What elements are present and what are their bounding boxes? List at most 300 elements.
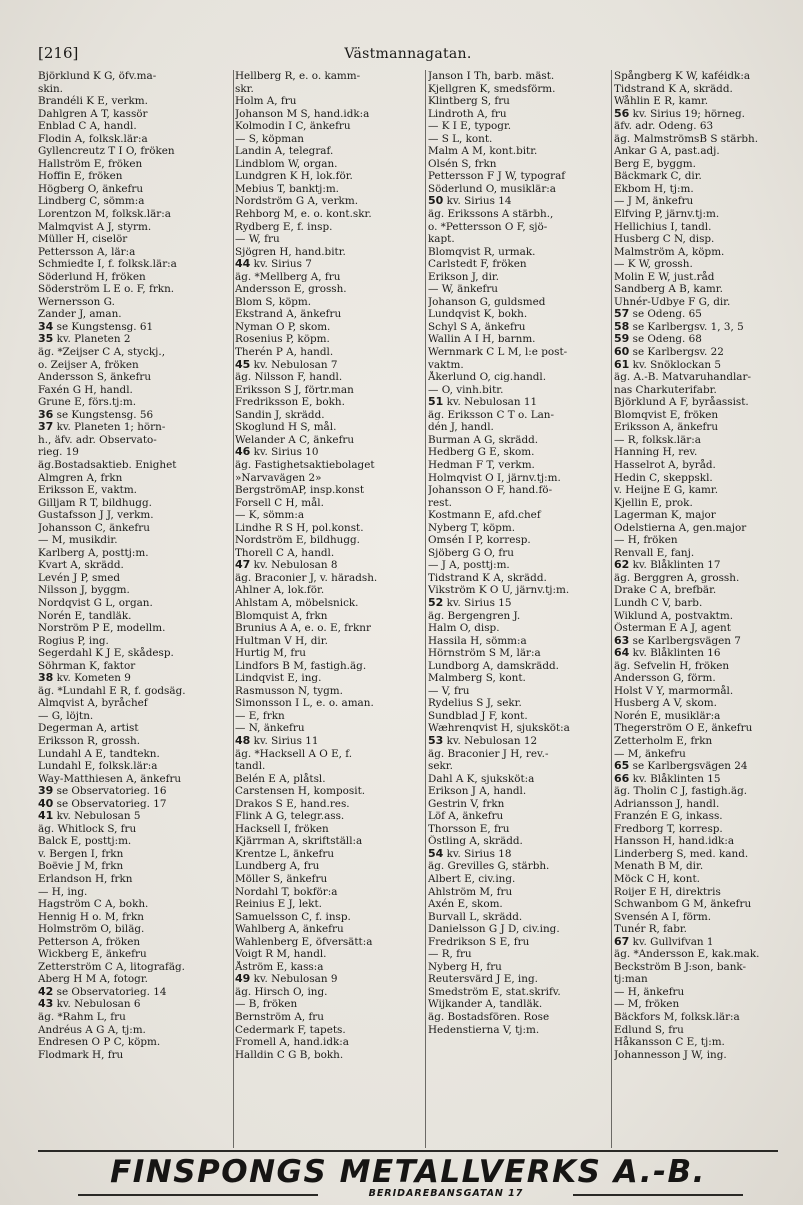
directory-entry: BergströmAP, insp.konst — [235, 484, 365, 497]
directory-entry: Kjellgren K, smedsförm. — [428, 82, 556, 95]
directory-entry: — S L, kont. — [428, 132, 493, 145]
directory-entry: Hedenstierna V, tj:m. — [428, 1023, 540, 1036]
advertisement-title: FINSPONGS METALLVERKS A.-B. — [110, 1154, 706, 1190]
directory-entry: Tunér R, fabr. — [614, 923, 687, 936]
column-1 — [38, 70, 233, 1150]
directory-entry: Lundahl E, folksk.lär:a — [38, 760, 158, 773]
directory-entry: 38 kv. Kometen 9 — [38, 672, 131, 685]
directory-entry: Lundahl A E, tandtekn. — [38, 747, 160, 760]
directory-entry: Way-Matthiesen A, änkefru — [38, 772, 182, 785]
directory-entry: Malmqvist A J, styrm. — [38, 220, 152, 233]
directory-entry: rieg. 19 — [38, 446, 79, 459]
directory-entry: Sandberg A B, kamr. — [614, 283, 723, 296]
directory-entry: Thorsson E, fru — [428, 822, 510, 835]
directory-entry: Renvall E, fanj. — [614, 546, 695, 559]
directory-entry: Lindroth A, fru — [428, 107, 507, 120]
directory-entry: 37 kv. Planeten 1; hörn- — [38, 421, 166, 434]
directory-entry: Husberg A V, skom. — [614, 697, 717, 710]
directory-entry: 50 kv. Sirius 14 — [428, 195, 512, 208]
directory-entry: äfv. adr. Odeng. 63 — [614, 120, 714, 133]
directory-entry: Molin E W, just.råd — [614, 270, 715, 283]
page-title: Västmannagatan. — [344, 46, 472, 62]
directory-entry: 36 se Kungstensg. 56 — [38, 408, 154, 421]
directory-entry: Rehborg M, e. o. kont.skr. — [235, 208, 372, 221]
directory-entry: Hellberg R, e. o. kamm- — [235, 70, 361, 82]
directory-entry: 42 se Observatorieg. 14 — [38, 985, 167, 998]
directory-entry: Lundqvist K, bokh. — [428, 308, 528, 321]
directory-entry: Lindqvist E, ing. — [235, 672, 322, 685]
directory-entry: Hallström E, fröken — [38, 157, 143, 170]
directory-entry: 65 se Karlbergsvägen 24 — [614, 760, 748, 773]
directory-entry: Almgren A, frkn — [38, 471, 123, 484]
directory-entry: Endresen O P C, köpm. — [38, 1036, 161, 1049]
directory-entry: Janson I Th, barb. mäst. — [428, 70, 555, 82]
directory-entry: dén J, handl. — [428, 421, 494, 434]
directory-entry: 54 kv. Sirius 18 — [428, 847, 512, 860]
directory-entry: Fredriksson E, bokh. — [235, 396, 345, 409]
directory-entry: Uhnér-Udbye F G, dir. — [614, 295, 731, 308]
directory-entry: Fromell A, hand.idk:a — [235, 1036, 349, 1049]
directory-entry: äg. Braconier J H, rev.- — [428, 747, 549, 760]
directory-entry: 52 kv. Sirius 15 — [428, 596, 512, 609]
directory-entry: Nordström E, bildhugg. — [235, 534, 360, 547]
directory-entry: 57 se Odeng. 65 — [614, 308, 702, 321]
directory-entry: Rydelius S J, sekr. — [428, 697, 522, 710]
column-4 — [614, 70, 794, 1150]
directory-entry: Almqvist A, byråchef — [38, 697, 148, 710]
directory-entry: Blomquist A, frkn — [235, 609, 328, 622]
directory-entry: Erikson J, dir. — [428, 270, 500, 283]
directory-entry: Krentze L, änkefru — [235, 847, 335, 860]
directory-entry: Welander A C, änkefru — [235, 433, 355, 446]
directory-entry: Smedström E, stat.skrifv. — [428, 985, 561, 998]
directory-entry: Andersson E, grossh. — [235, 283, 347, 296]
directory-entry: Klintberg S, fru — [428, 95, 510, 108]
directory-entry: Petterson A, fröken — [38, 935, 141, 948]
directory-entry: Tidstrand K A, skrädd. — [614, 82, 733, 95]
directory-entry: Sjöberg G O, fru — [428, 546, 514, 559]
directory-entry: 49 kv. Nebulosan 9 — [235, 973, 338, 986]
directory-entry: Flodmark H, fru — [38, 1048, 124, 1061]
directory-entry: äg. Bostadsfören. Rose — [428, 1011, 550, 1024]
directory-entry: Cedermark F, tapets. — [235, 1023, 346, 1036]
directory-entry: 35 kv. Planeten 2 — [38, 333, 131, 346]
directory-entry: Gustafsson J J, verkm. — [38, 509, 154, 522]
directory-entry: Faxén G H, handl. — [38, 383, 133, 396]
directory-entry: 47 kv. Nebulosan 8 — [235, 559, 338, 572]
directory-entry: Odelstierna A, gen.major — [614, 521, 747, 534]
directory-entry: 59 se Odeng. 68 — [614, 333, 702, 346]
directory-entry: Dahl A K, sjuksköt:a — [428, 772, 535, 785]
directory-entry: 61 kv. Snöklockan 5 — [614, 358, 722, 371]
directory-entry: äg. Bergengren J. — [428, 609, 521, 622]
directory-entry: Lundgren K H, lok.för. — [235, 170, 353, 183]
directory-entry: Möck C H, kont. — [614, 873, 700, 885]
directory-entry: Kolmodin I C, änkefru — [235, 120, 351, 133]
directory-entry: Rosenius P, köpm. — [235, 333, 330, 346]
directory-entry: Blom S, köpm. — [235, 295, 312, 308]
directory-entry: Gestrin V, frkn — [428, 797, 505, 810]
directory-entry: Johansson C, änkefru — [38, 521, 150, 534]
directory-entry: Lindfors B M, fastigh.äg. — [235, 659, 367, 672]
directory-entry: Rasmusson N, tygm. — [235, 684, 343, 697]
directory-entry: 51 kv. Nebulosan 11 — [428, 396, 538, 409]
directory-entry: Degerman A, artist — [38, 722, 139, 735]
directory-entry: Lorentzon M, folksk.lär:a — [38, 208, 171, 221]
directory-entry: Linderberg S, med. kand. — [614, 847, 749, 860]
directory-entry: Spångberg K W, kaféidk:a — [614, 70, 751, 82]
directory-entry: Wallin A I H, barnm. — [428, 333, 536, 346]
directory-entry: Hoffin E, fröken — [38, 170, 123, 183]
directory-entry: Belén E A, plåtsl. — [235, 772, 326, 785]
directory-entry: Gyllencreutz T I O, fröken — [38, 145, 175, 158]
advertisement-subtitle: BERIDAREBANSGATAN 17 — [368, 1188, 524, 1199]
directory-entry: Johanson M S, hand.idk:a — [235, 107, 370, 120]
directory-entry: 60 se Karlbergsv. 22 — [614, 346, 724, 359]
directory-entry: äg. *Zeijser C A, styckj., — [38, 346, 165, 359]
directory-entry: Lindhe R S H, pol.konst. — [235, 521, 364, 534]
directory-entry: Elfving P, järnv.tj:m. — [614, 208, 720, 221]
directory-entry: Erlandson H, frkn — [38, 873, 133, 885]
directory-entry: v. Heijne E G, kamr. — [614, 484, 719, 497]
directory-entry: Boëvie J M, frkn — [38, 860, 124, 873]
directory-entry: Nilsson J, byggm. — [38, 584, 130, 597]
directory-entry: skin. — [38, 82, 63, 95]
directory-entry: Lundh C V, barb. — [614, 596, 703, 609]
page-header — [38, 44, 778, 70]
directory-entry: Sjögren H, hand.bitr. — [235, 245, 346, 258]
directory-entry: Hennig H o. M, frkn — [38, 910, 144, 923]
directory-entry: kapt. — [428, 233, 455, 246]
directory-entry: Drake C A, brefbär. — [614, 584, 717, 597]
directory-entry: Husberg C N, disp. — [614, 233, 715, 246]
directory-entry: Malmberg S, kont. — [428, 672, 526, 685]
directory-entry: äg. Braconier J, v. häradsh. — [235, 571, 378, 584]
directory-entry: Holm A, fru — [235, 95, 297, 108]
directory-entry: Bäckfors M, folksk.lär:a — [614, 1011, 740, 1024]
directory-entry: Danielsson G J D, civ.ing. — [428, 923, 560, 936]
directory-entry: Beckström B J:son, bank- — [614, 960, 747, 973]
directory-entry: Schmiedte I, f. folksk.lär:a — [38, 258, 177, 271]
directory-entry: 56 kv. Sirius 19; hörneg. — [614, 107, 745, 120]
directory-entry: — J A, posttj:m. — [428, 559, 510, 572]
directory-entry: Ekstrand A, änkefru — [235, 308, 342, 321]
directory-entry: äg. *Mellberg A, fru — [235, 270, 341, 283]
directory-entry: Andréus A G A, tj:m. — [38, 1023, 146, 1036]
directory-entry: — R, fru — [428, 948, 472, 961]
directory-entry: 53 kv. Nebulosan 12 — [428, 734, 538, 747]
directory-entry: Söderlund H, fröken — [38, 270, 146, 283]
directory-entry: Therén P A, handl. — [235, 346, 334, 359]
directory-entry: Albert E, civ.ing. — [428, 873, 516, 885]
directory-entry: — K, sömm:a — [235, 509, 305, 522]
directory-entry: Hörnström S M, lär:a — [428, 647, 541, 660]
directory-entry: Bernström A, fru — [235, 1011, 324, 1024]
directory-entry: — V, fru — [428, 684, 470, 697]
directory-entry: Sundblad J F, kont. — [428, 709, 528, 722]
directory-entry: — G, löjtn. — [38, 709, 94, 722]
directory-entry: Hassila H, sömm:a — [428, 634, 527, 647]
directory-entry: Carlstedt F, fröken — [428, 258, 527, 271]
advertisement-rule — [38, 1150, 778, 1152]
directory-entry: Pettersson F J W, typograf — [428, 170, 566, 183]
directory-entry: Ahlner A, lok.för. — [235, 584, 325, 597]
directory-entry: Åkerlund O, cig.handl. — [428, 371, 547, 384]
directory-entry: Zander J, aman. — [38, 308, 122, 321]
directory-entry: — N, änkefru — [235, 722, 305, 735]
directory-entry: Hedin C, skeppskl. — [614, 471, 713, 484]
directory-entry: — W, änkefru — [428, 283, 498, 296]
directory-entry: Schwanbom G M, änkefru — [614, 898, 752, 911]
directory-entry: o. Zeijser A, fröken — [38, 358, 139, 371]
directory-entry: Vikström K O U, järnv.tj:m. — [428, 584, 570, 597]
directory-entry: — M, musikdir. — [38, 534, 118, 547]
directory-entry: Schyl S A, änkefru — [428, 320, 526, 333]
directory-entry: — W, fru — [235, 233, 280, 246]
directory-entry: Rydberg E, f. insp. — [235, 220, 333, 233]
directory-entry: — H, ing. — [38, 885, 88, 898]
directory-entry: Möller S, änkefru — [235, 873, 328, 885]
directory-entry: Flink A G, telegr.ass. — [235, 810, 345, 823]
directory-entry: äg. Erikssons A stärbh., — [428, 208, 554, 221]
directory-entry: 46 kv. Sirius 10 — [235, 446, 319, 459]
directory-entry: Fredborg T, korresp. — [614, 822, 723, 835]
directory-entry: Johanson G, guldsmed — [428, 295, 546, 308]
directory-entry: — J M, änkefru — [614, 195, 694, 208]
directory-entry: Malm A M, kont.bitr. — [428, 145, 538, 158]
directory-entry: Pettersson A, lär:a — [38, 245, 136, 258]
directory-entry: Franzén E G, inkass. — [614, 810, 723, 823]
directory-entry: nas Charkuterifabr. — [614, 383, 717, 396]
directory-entry: Hasselrot A, byråd. — [614, 458, 716, 471]
directory-entry: Norén E, tandläk. — [38, 609, 132, 622]
directory-entry: Nyberg H, fru — [428, 960, 502, 973]
directory-entry: Drakos S E, hand.res. — [235, 797, 350, 810]
directory-entry: Blomqvist E, fröken — [614, 408, 719, 421]
directory-entry: 34 se Kungstensg. 61 — [38, 320, 154, 333]
directory-entry: Hellichius I, tandl. — [614, 220, 712, 233]
directory-entry: äg. Berggren A, grossh. — [614, 571, 740, 584]
directory-entry: Söderström L E o. F, frkn. — [38, 283, 175, 296]
directory-entry: Östling A, skrädd. — [428, 835, 523, 848]
directory-entry: Blomqvist R, urmak. — [428, 245, 536, 258]
directory-entry: Bäckmark C, dir. — [614, 170, 702, 183]
directory-entry: Axén E, skom. — [428, 898, 503, 911]
directory-entry: Holmström O, biläg. — [38, 923, 145, 936]
directory-entry: — M, fröken — [614, 998, 680, 1011]
directory-entry: Björklund A F, byråassist. — [614, 396, 749, 409]
directory-entry: Ekbom H, tj:m. — [614, 182, 694, 195]
directory-entry: Edlund S, fru — [614, 1023, 684, 1036]
column-divider — [233, 70, 234, 1148]
directory-entry: Norén E, musiklär:a — [614, 709, 721, 722]
directory-entry: Berg E, byggm. — [614, 157, 696, 170]
directory-entry: äg. *Andersson E, kak.mak. — [614, 948, 760, 961]
directory-entry: Mebius T, banktj:m. — [235, 182, 339, 195]
directory-entry: Gilljam R T, bildhugg. — [38, 496, 152, 509]
directory-entry: äg. Whitlock S, fru — [38, 822, 137, 835]
directory-entry: Erikson J A, handl. — [428, 785, 527, 798]
column-divider — [611, 70, 612, 1148]
directory-entry: Zetterström C A, litografäg. — [38, 960, 185, 973]
directory-entry: Wåhlin E R, kamr. — [614, 95, 709, 108]
directory-entry: Skoglund H S, mål. — [235, 421, 337, 434]
directory-entry: Samuelsson C, f. insp. — [235, 910, 351, 923]
directory-entry: Lagerman K, major — [614, 509, 716, 522]
directory-entry: Söderlund O, musiklär:a — [428, 182, 556, 195]
directory-entry: Simonsson I L, e. o. aman. — [235, 697, 374, 710]
directory-entry: Dahlgren A T, kassör — [38, 107, 148, 120]
directory-entry: Tidstrand K A, skrädd. — [428, 571, 547, 584]
directory-entry: 63 se Karlbergsvägen 7 — [614, 634, 741, 647]
directory-entry: Fredrikson S E, fru — [428, 935, 530, 948]
directory-entry: Hacksell I, fröken — [235, 822, 329, 835]
directory-entry: Lindblom W, organ. — [235, 157, 338, 170]
column-3 — [428, 70, 610, 1150]
directory-entry: äg. Sefvelin H, fröken — [614, 659, 730, 672]
directory-entry: äg. Fastighetsaktiebolaget — [235, 458, 375, 471]
directory-entry: tandl. — [235, 760, 266, 773]
directory-entry: Burvall L, skrädd. — [428, 910, 523, 923]
directory-entry: Thorell C A, handl. — [235, 546, 335, 559]
directory-entry: Kostmann E, afd.chef — [428, 509, 541, 522]
directory-entry: Hurtig M, fru — [235, 647, 306, 660]
directory-entry: äg. *Hacksell A O E, f. — [235, 747, 353, 760]
directory-entry: 66 kv. Blåklinten 15 — [614, 772, 721, 785]
directory-entry: Voigt R M, handl. — [235, 948, 327, 961]
directory-entry: Holst V Y, marmormål. — [614, 684, 734, 697]
directory-entry: Flodin A, folksk.lär:a — [38, 132, 148, 145]
directory-entry: Brandéli K E, verkm. — [38, 95, 148, 108]
directory-entry: Aberg H M A, fotogr. — [38, 973, 148, 986]
directory-entry: Wiklund A, postvaktm. — [614, 609, 733, 622]
directory-entry: — B, fröken — [235, 998, 298, 1011]
directory-entry: Ankar G A, past.adj. — [614, 145, 720, 158]
directory-entry: äg. Hirsch O, ing. — [235, 985, 328, 998]
directory-entry: Ahlstam A, möbelsnick. — [235, 596, 359, 609]
directory-entry: Karlberg A, posttj:m. — [38, 546, 149, 559]
directory-entry: Segerdahl K J E, skådesp. — [38, 647, 174, 660]
directory-entry: 40 se Observatorieg. 17 — [38, 797, 167, 810]
advertisement-rule — [573, 1194, 743, 1196]
directory-entry: Sandin J, skrädd. — [235, 408, 325, 421]
advertisement-rule — [78, 1194, 318, 1196]
directory-entry: Eriksson E, vaktm. — [38, 484, 137, 497]
directory-entry: Kjellin E, prok. — [614, 496, 693, 509]
directory-entry: 44 kv. Sirius 7 — [235, 258, 312, 271]
directory-entry: — M, änkefru — [614, 747, 686, 760]
directory-entry: Österman E A J, agent — [614, 622, 731, 635]
directory-entry: Reinius E J, lekt. — [235, 898, 322, 911]
directory-entry: 62 kv. Blåklinten 17 — [614, 559, 721, 572]
directory-entry: Malmström A, köpm. — [614, 245, 725, 258]
directory-entry: Hedman F T, verkm. — [428, 458, 535, 471]
directory-entry: Björklund K G, öfv.ma- — [38, 70, 157, 82]
directory-entry: Lindberg C, sömm:a — [38, 195, 145, 208]
directory-columns — [38, 70, 792, 1150]
column-2 — [235, 70, 425, 1150]
directory-entry: Wahlberg A, änkefru — [235, 923, 344, 936]
directory-entry: Löf A, änkefru — [428, 810, 504, 823]
directory-entry: Halm O, disp. — [428, 622, 500, 635]
directory-entry: äg. Tholin C J, fastigh.äg. — [614, 785, 748, 798]
advertisement-address — [38, 1188, 778, 1200]
directory-entry: vaktm. — [428, 358, 464, 371]
directory-entry: sekr. — [428, 760, 453, 773]
directory-entry: 39 se Observatorieg. 16 — [38, 785, 167, 798]
directory-entry: Kjärrman A, skriftställ:a — [235, 835, 363, 848]
directory-entry: Andersson S, änkefru — [38, 371, 152, 384]
directory-entry: Andersson G, förm. — [614, 672, 716, 685]
directory-entry: Enblad C A, handl. — [38, 120, 137, 133]
directory-entry: o. *Pettersson O F, sjö- — [428, 220, 548, 233]
directory-entry: — R, folksk.lär:a — [614, 433, 701, 446]
directory-entry: Eriksson R, grossh. — [38, 734, 141, 747]
directory-entry: Johannesson J W, ing. — [614, 1048, 727, 1061]
directory-entry: Thegerström O E, änkefru — [614, 722, 753, 735]
column-divider — [425, 70, 426, 1148]
directory-entry: 43 kv. Nebulosan 6 — [38, 998, 141, 1011]
directory-entry: — K I E, typogr. — [428, 120, 512, 133]
directory-entry: äg. Eriksson C T o. Lan- — [428, 408, 555, 421]
directory-entry: — H, änkefru — [614, 985, 685, 998]
advertisement-banner — [38, 1150, 778, 1200]
directory-entry: Wahlenberg E, öfversätt:a — [235, 935, 373, 948]
directory-entry: — O, vinh.bitr. — [428, 383, 504, 396]
directory-entry: äg. Grevilles G, stärbh. — [428, 860, 550, 873]
directory-entry: 41 kv. Nebulosan 5 — [38, 810, 141, 823]
directory-entry: Balck E, posttj:m. — [38, 835, 132, 848]
directory-entry: Müller H, ciselör — [38, 233, 128, 246]
directory-entry: Roijer E H, direktris — [614, 885, 721, 898]
directory-entry: Norström P E, modellm. — [38, 622, 166, 635]
directory-entry: skr. — [235, 82, 254, 95]
directory-entry: Hansson H, hand.idk:a — [614, 835, 735, 848]
directory-entry: Burman A G, skrädd. — [428, 433, 539, 446]
directory-entry: Halldin C G B, bokh. — [235, 1048, 344, 1061]
directory-entry: Hanning H, rev. — [614, 446, 698, 459]
directory-entry: — K W, grossh. — [614, 258, 693, 271]
directory-entry: »Narvavägen 2» — [235, 471, 322, 484]
directory-entry: Hultman V H, dir. — [235, 634, 328, 647]
directory-entry: Lundberg A, fru — [235, 860, 320, 873]
directory-entry: 67 kv. Gullvifvan 1 — [614, 935, 714, 948]
directory-entry: äg. *Rahm L, fru — [38, 1011, 126, 1024]
directory-entry: Kvart A, skrädd. — [38, 559, 124, 572]
directory-entry: äg. MalmströmsB S stärbh. — [614, 132, 759, 145]
directory-entry: Grune E, förs.tj:m. — [38, 396, 137, 409]
directory-entry: Menath B M, dir. — [614, 860, 704, 873]
directory-entry: äg. Nilsson F, handl. — [235, 371, 343, 384]
directory-entry: Adriansson J, handl. — [614, 797, 720, 810]
directory-entry: Svensén A I, förm. — [614, 910, 712, 923]
page-number: [216] — [38, 44, 79, 62]
directory-entry: Rogius P, ing. — [38, 634, 109, 647]
directory-entry: Eriksson A, änkefru — [614, 421, 719, 434]
directory-entry: — H, fröken — [614, 534, 678, 547]
directory-entry: 45 kv. Nebulosan 7 — [235, 358, 338, 371]
directory-entry: Nyman O P, skom. — [235, 320, 331, 333]
directory-entry: 58 se Karlbergsv. 1, 3, 5 — [614, 320, 744, 333]
directory-entry: äg. A.-B. Matvaruhandlar- — [614, 371, 751, 384]
directory-entry: äg.Bostadsaktieb. Enighet — [38, 458, 177, 471]
directory-entry: Landin A, telegraf. — [235, 145, 334, 158]
directory-entry: Brunius A A, e. o. E, frknr — [235, 622, 371, 635]
directory-entry: Forsell C H, mål. — [235, 496, 324, 509]
directory-entry: 64 kv. Blåklinten 16 — [614, 647, 721, 660]
directory-entry: tj:man — [614, 973, 648, 986]
directory-entry: Håkansson C E, tj:m. — [614, 1036, 725, 1049]
